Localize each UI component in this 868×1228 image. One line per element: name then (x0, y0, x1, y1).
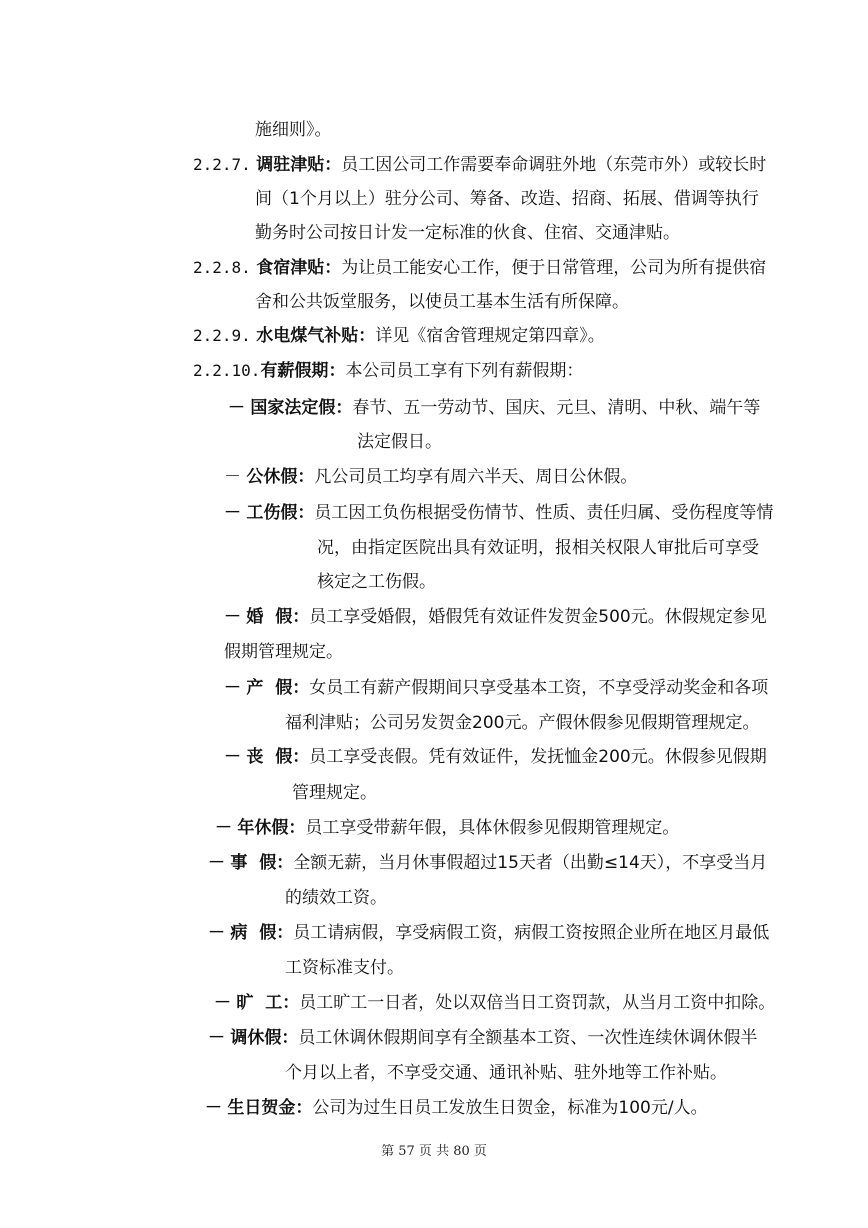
leave-national-holiday: － 国家法定假：春节、五一劳动节、国庆、元旦、清明、中秋、端午等 (228, 398, 761, 418)
bullet-dash: － (224, 607, 241, 627)
leave-text: 女员工有薪产假期间只享受基本工资，不享受浮动奖金和各项 (309, 678, 769, 698)
text-line: 况，由指定医院出具有效证明，报相关权限人审批后可享受 (317, 538, 759, 558)
section-2-2-7: 2.2.7. 调驻津贴：员工因公司工作需要奉命调驻外地（东莞市外）或较长时 (193, 155, 767, 175)
section-text: 员工因公司工作需要奉命调驻外地（东莞市外）或较长时 (341, 155, 767, 175)
leave-annual: － 年休假：员工享受带薪年假，具体休假参见假期管理规定。 (215, 818, 680, 838)
leave-maternity: － 产 假：女员工有薪产假期间只享受基本工资，不享受浮动奖金和各项 (224, 678, 769, 698)
leave-compoff: － 调休假：员工休调休假期间享有全额基本工资、一次性连续休调休假半 (208, 1028, 758, 1048)
section-text: 为让员工能安心工作，便于日常管理，公司为所有提供宿 (341, 258, 767, 278)
text-line: 工资标准支付。 (285, 958, 404, 978)
page-footer: 第 57 页 共 80 页 (381, 1144, 487, 1159)
bullet-dash: － (215, 818, 232, 838)
bullet-dash: － (224, 503, 241, 523)
bullet-dash: － (224, 678, 241, 698)
leave-text: 员工旷工一日者，处以双倍当日工资罚款，从当月工资中扣除。 (299, 993, 776, 1013)
bullet-dash: － (214, 993, 231, 1013)
leave-text: 员工享受婚假，婚假凭有效证件发贺金500元。休假规定参见 (309, 607, 767, 627)
leave-sick: － 病 假：员工请病假，享受病假工资，病假工资按照企业所在地区月最低 (208, 923, 770, 943)
bullet-dash: － (208, 1028, 225, 1048)
text-line: 法定假日。 (357, 432, 442, 452)
section-2-2-8: 2.2.8. 食宿津贴：为让员工能安心工作，便于日常管理，公司为所有提供宿 (193, 258, 767, 278)
leave-term: 旷 工 (236, 993, 283, 1013)
leave-term: 婚 假 (246, 607, 293, 627)
leave-term: 丧 假 (246, 747, 293, 767)
bullet-dash: － (224, 747, 241, 767)
section-term: 有薪假期 (260, 361, 329, 381)
leave-term: 产 假 (246, 678, 293, 698)
section-term: 调驻津贴 (256, 155, 325, 175)
text-line: 个月以上者，不享受交通、通讯补贴、驻外地等工作补贴。 (285, 1063, 727, 1083)
section-2-2-9: 2.2.9. 水电煤气补贴：详见《宿舍管理规定第四章》。 (193, 326, 605, 346)
bullet-dash: － (208, 923, 225, 943)
leave-term: 工伤假 (246, 503, 298, 523)
leave-text: 公司为过生日员工发放生日贺金，标准为100元/人。 (312, 1098, 708, 1118)
leave-marriage: － 婚 假：员工享受婚假，婚假凭有效证件发贺金500元。休假规定参见 (224, 607, 767, 627)
bullet-dash: － (208, 853, 225, 873)
leave-term: 病 假 (230, 923, 277, 943)
text-line: 核定之工伤假。 (317, 572, 436, 592)
leave-term: 公休假 (246, 467, 298, 487)
text-line: 勤务时公司按日计发一定标准的伙食、住宿、交通津贴。 (255, 223, 680, 243)
leave-text: 员工休调休假期间享有全额基本工资、一次性连续休调休假半 (298, 1028, 758, 1048)
bullet-dash: － (205, 1098, 222, 1118)
bullet-dash: － (224, 467, 241, 487)
leave-text: 员工请病假，享受病假工资，病假工资按照企业所在地区月最低 (293, 923, 770, 943)
section-term: 水电煤气补贴 (256, 326, 359, 346)
leave-public-rest: － 公休假：凡公司员工均享有周六半天、周日公休假。 (224, 467, 638, 487)
leave-text: 员工享受带薪年假，具体休假参见假期管理规定。 (305, 818, 680, 838)
leave-funeral: － 丧 假：员工享受丧假。凭有效证件，发抚恤金200元。休假参见假期 (224, 747, 767, 767)
text-line: 舍和公共饭堂服务，以使员工基本生活有所保障。 (255, 292, 629, 312)
section-text: 详见《宿舍管理规定第四章》。 (375, 326, 605, 346)
leave-text: 员工因工负伤根据受伤情节、性质、责任归属、受伤程度等情 (314, 503, 774, 523)
section-number: 2.2.8. (193, 258, 251, 277)
leave-personal: － 事 假：全额无薪，当月休事假超过15天者（出勤≤14天），不享受当月 (208, 853, 768, 873)
leave-term: 事 假 (230, 853, 277, 873)
text-line: 福利津贴；公司另发贺金200元。产假休假参见假期管理规定。 (285, 713, 760, 733)
leave-text: 春节、五一劳动节、国庆、元旦、清明、中秋、端午等 (352, 398, 761, 418)
section-text: 本公司员工享有下列有薪假期： (345, 361, 584, 381)
leave-term: 生日贺金 (227, 1098, 296, 1118)
birthday-bonus: － 生日贺金：公司为过生日员工发放生日贺金，标准为100元/人。 (205, 1098, 708, 1118)
leave-term: 调休假 (230, 1028, 282, 1048)
text-line: 假期管理规定。 (224, 642, 343, 662)
section-number: 2.2.10. (193, 361, 261, 380)
leave-term: 国家法定假 (250, 398, 336, 418)
text-line: 施细则》。 (255, 120, 332, 140)
section-term: 食宿津贴 (256, 258, 325, 278)
section-number: 2.2.7. (193, 155, 251, 174)
leave-text: 员工享受丧假。凭有效证件，发抚恤金200元。休假参见假期 (309, 747, 767, 767)
text-line: 的绩效工资。 (285, 888, 387, 908)
section-number: 2.2.9. (193, 326, 251, 345)
leave-text: 凡公司员工均享有周六半天、周日公休假。 (314, 467, 638, 487)
leave-text: 全额无薪，当月休事假超过15天者（出勤≤14天），不享受当月 (293, 853, 768, 873)
text-line: 管理规定。 (292, 783, 377, 803)
leave-work-injury: － 工伤假：员工因工负伤根据受伤情节、性质、责任归属、受伤程度等情 (224, 503, 774, 523)
leave-term: 年休假 (237, 818, 289, 838)
bullet-dash: － (228, 398, 245, 418)
text-line: 间（1个月以上）驻分公司、筹备、改造、招商、拓展、借调等执行 (255, 189, 759, 209)
section-2-2-10: 2.2.10.有薪假期：本公司员工享有下列有薪假期： (193, 361, 584, 381)
leave-absent: － 旷 工：员工旷工一日者，处以双倍当日工资罚款，从当月工资中扣除。 (214, 993, 776, 1013)
